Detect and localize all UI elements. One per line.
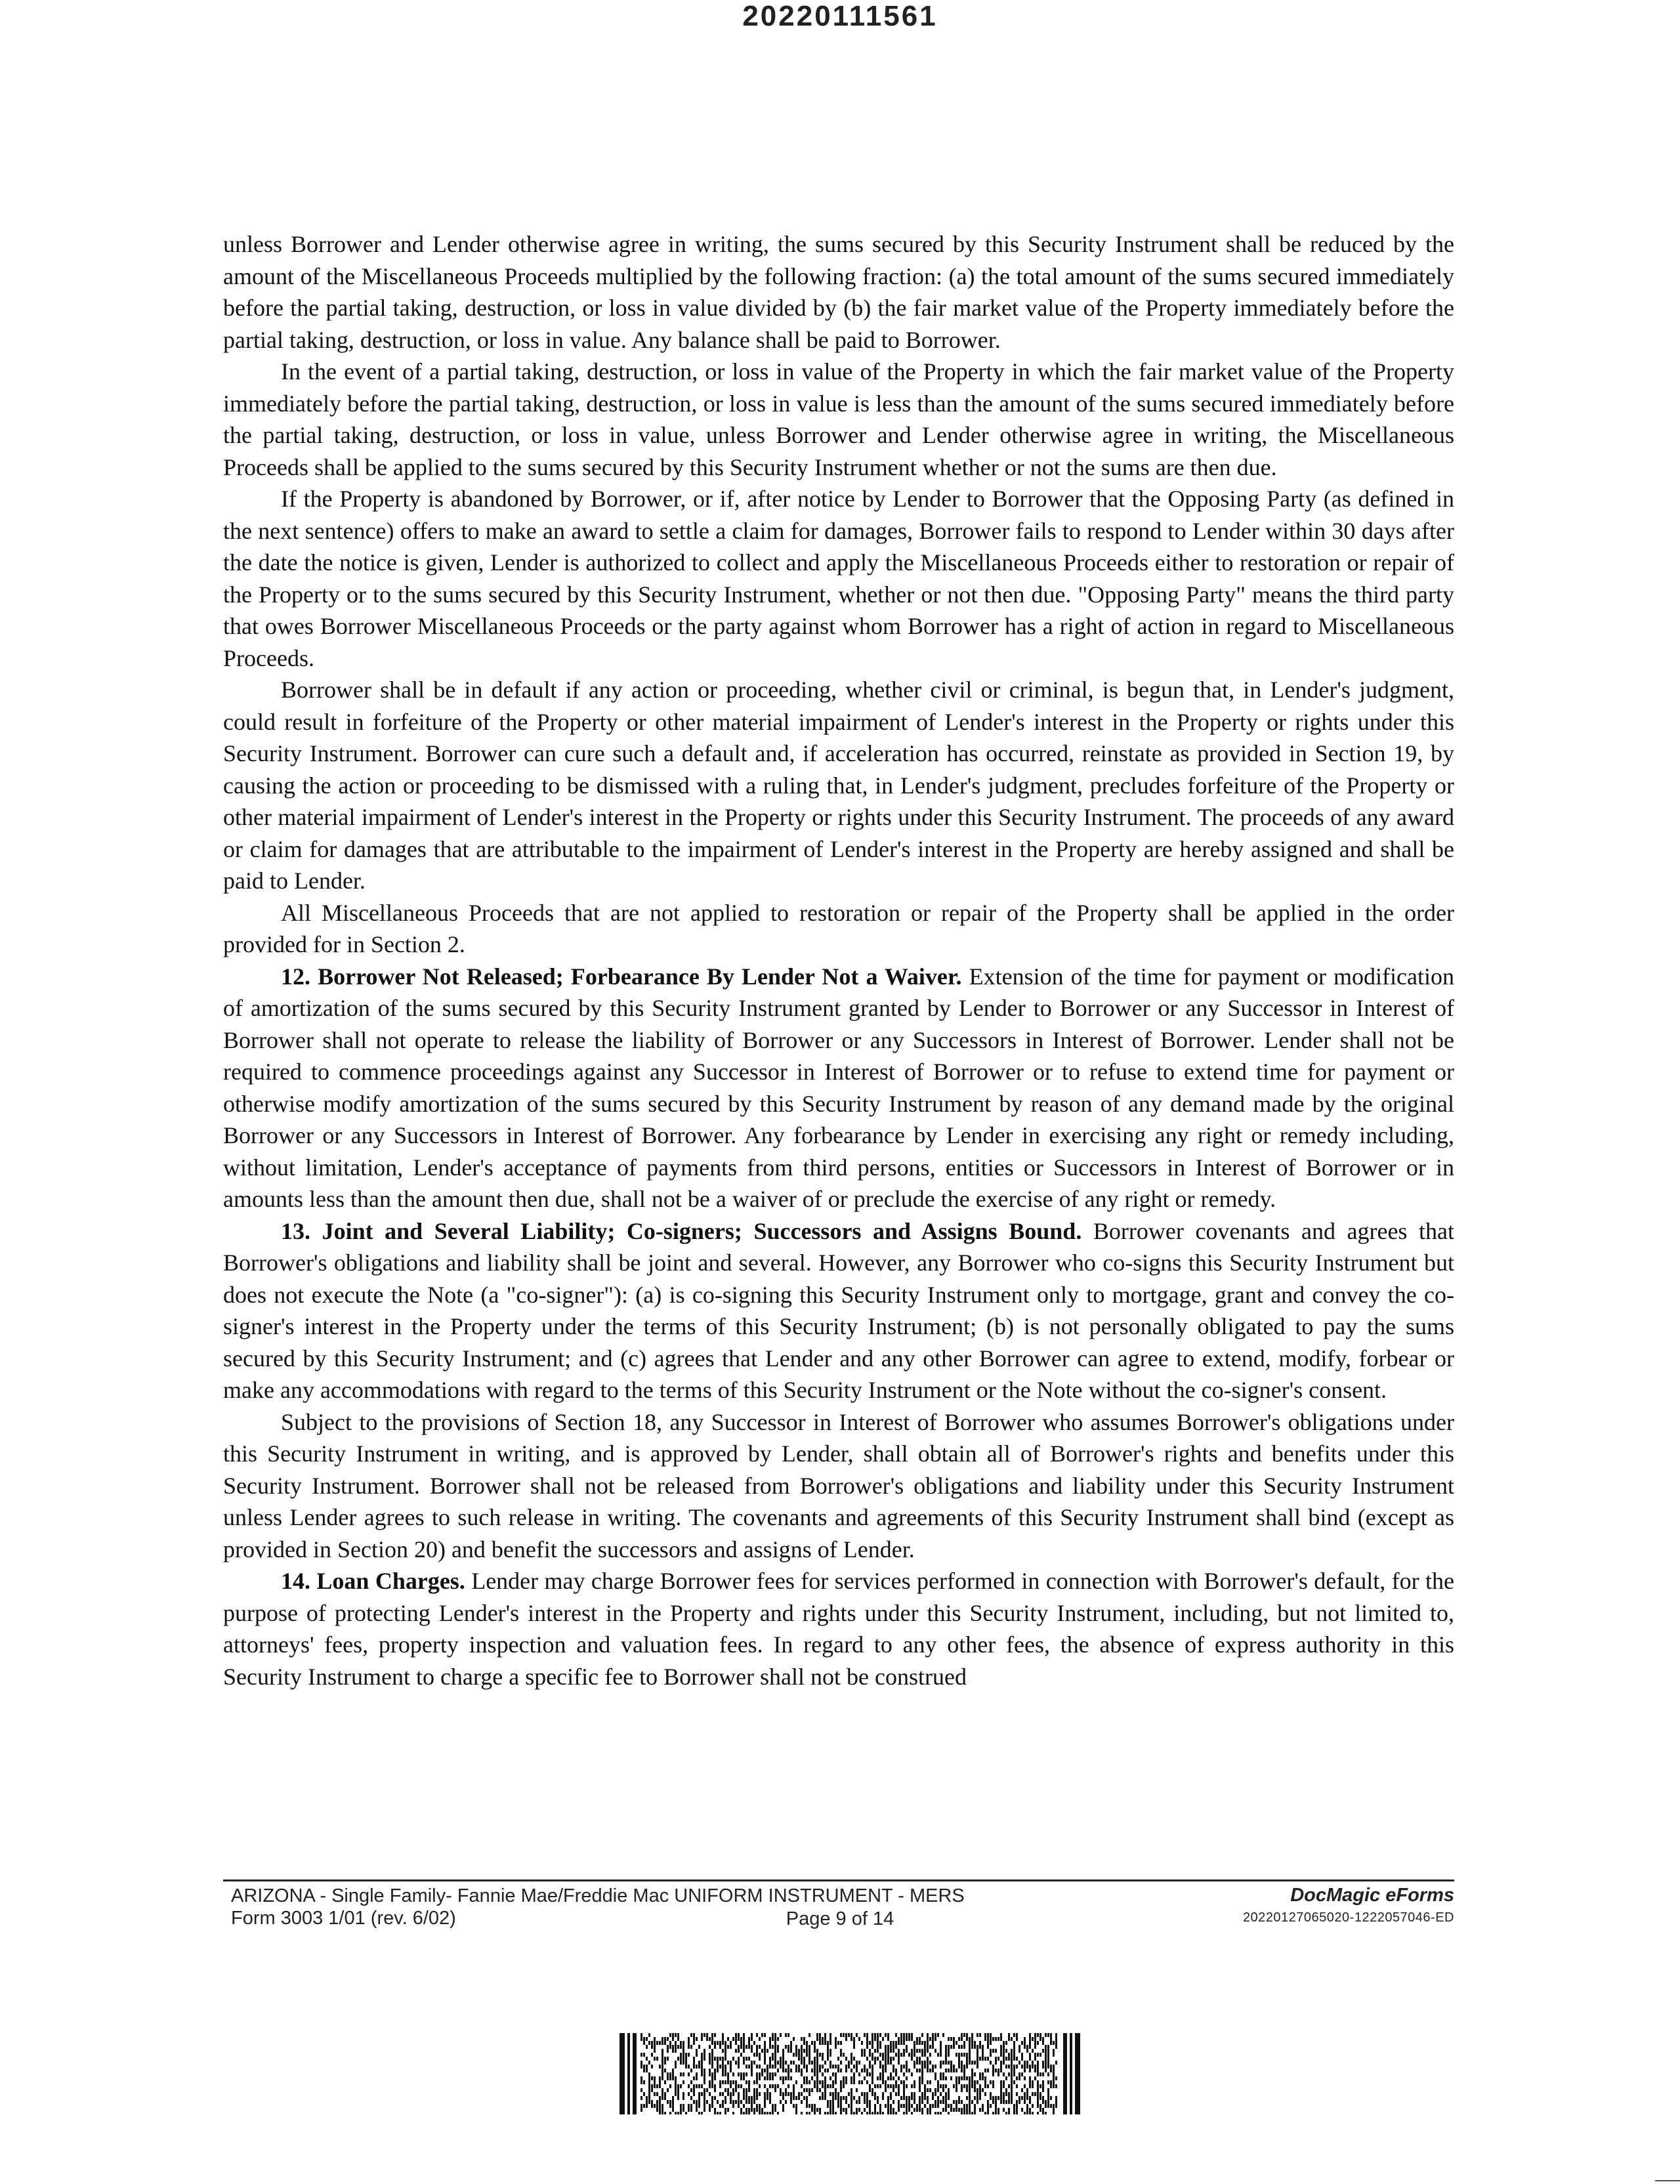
form-title: ARIZONA - Single Family- Fannie Mae/Freddie Mac UNIFORM INSTRUMENT - MERS [231,1885,965,1906]
paragraph: In the event of a partial taking, destruction, or loss in value of the Property in which the fair market value of the Property immediately before the partial taking, destruction, or loss in value is less than the amount of the sums secured immediately before the partial taking, destruction, or loss in value, unless Borrower and Lender otherwise agree in writing, the Miscellaneous Proceeds shall be applied to the sums secured by this Security Instrument whether or not the sums are then due. [223,358,1454,480]
form-number: Form 3003 1/01 (rev. 6/02) [231,1908,456,1929]
edge-mark [1655,2180,1680,2181]
paragraph: Borrower shall be in default if any action or proceeding, whether civil or criminal, is begun that, in Lender's judgment, could result in forfeiture of the Property or other material impairment of Lender's interest in the Property or rights under this Security Instrument. Borrower can cure such a default and, if acceleration has occurred, reinstate as provided in Section 19, by causing the action or proceeding to be dismissed with a ruling that, in Lender's judgment, precludes forfeiture of the Property or other material impairment of Lender's interest in the Property or rights under this Security Instrument. The proceeds of any award or claim for damages that are attributable to the impairment of Lender's interest in the Property are hereby assigned and shall be paid to Lender. [223,677,1454,894]
section-12 [223,961,1454,1215]
brand-logo: DocMagic eForms [1290,1885,1454,1906]
document-body [223,228,1454,1692]
footer-brand [1243,1885,1454,1925]
doc-code: 20220127065020-1222057046-ED [1242,1910,1454,1925]
paragraph: All Miscellaneous Proceeds that are not applied to restoration or repair of the Property shall be applied in the order provided for in Section 2. [223,899,1454,957]
section-13 [223,1215,1454,1406]
paragraph: unless Borrower and Lender otherwise agree in writing, the sums secured by this Security Instrument shall be reduced by the amount of the Miscellaneous Proceeds multiplied by the following fraction: (a) the total amount of the sums secured immediately before the partial taking, destruction, or loss in value divided by (b) the fair market value of the Property immediately before the partial taking, destruction, or loss in value. Any balance shall be paid to Borrower. [223,231,1454,353]
paragraph: If the Property is abandoned by Borrower, or if, after notice by Lender to Borrower that the Opposing Party (as defined in the next sentence) offers to make an award to settle a claim for damages, Borrower fails to respond to Lender within 30 days after the date the notice is given, Lender is authorized to collect and apply the Miscellaneous Proceeds either to restoration or repair of the Property or to the sums secured by this Security Instrument, whether or not then due. "Opposing Party" means the third party that owes Borrower Miscellaneous Proceeds or the party against whom Borrower has a right of action in regard to Miscellaneous Proceeds. [223,486,1454,671]
section-text: Borrower covenants and agrees that Borrower's obligations and liability shall be joint and several. However, any Borrower who co-signs this Security Instrument but does not execute the Note (a "co-signer"): (a) is co-signing this Security Instrument only to mortgage, grant and convey the co-signer's interest in the Property under the terms of this Security Instrument; (b) is not personally obligated to pay the sums secured by this Security Instrument; and (c) agrees that Lender and any other Borrower can agree to extend, modify, forbear or make any accommodations with regard to the terms of this Security Instrument or the Note without the co-signer's consent. [223,1217,1455,1403]
barcode-icon [620,2033,1080,2114]
section-text: Lender may charge Borrower fees for services performed in connection with Borrower's default, for the purpose of protecting Lender's interest in the Property and rights under this Security Instrument, including, but not limited to, attorneys' fees, property inspection and valuation fees. In regard to any other fees, the absence of express authority in this Security Instrument to charge a specific fee to Borrower shall not be construed [223,1568,1454,1690]
page-number: Page 9 of 14 [786,1908,894,1929]
document-number: 20220111561 [742,0,938,32]
section-text: Extension of the time for payment or modification of amortization of the sums secured by this Security Instrument granted by Lender to Borrower or any Successor in Interest of Borrower shall not operate to release the liability of Borrower or any Successors in Interest of Borrower. Lender shall not be required to commence proceedings against any Successor in Interest of Borrower or to refuse to extend time for payment or otherwise modify amortization of the sums secured by this Security Instrument by reason of any demand made by the original Borrower or any Successors in Interest of Borrower. Any forbearance by Lender in exercising any right or remedy including, without limitation, Lender's acceptance of payments from third persons, entities or Successors in Interest of Borrower or in amounts less than the amount then due, shall not be a waiver of or preclude the exercise of any right or remedy. [223,963,1454,1212]
section-14 [223,1565,1454,1692]
section-heading: 13. Joint and Several Liability; Co-signers; Successors and Assigns Bound. [281,1217,1082,1244]
section-heading: 12. Borrower Not Released; Forbearance By Lender Not a Waiver. [281,963,962,990]
paragraph: Subject to the provisions of Section 18, any Successor in Interest of Borrower who assumes Borrower's obligations under this Security Instrument in writing, and is approved by Lender, shall obtain all of Borrower's rights and benefits under this Security Instrument. Borrower shall not be released from Borrower's obligations and liability under this Security Instrument unless Lender agrees to such release in writing. The covenants and agreements of this Security Instrument shall bind (except as provided in Section 20) and benefit the successors and assigns of Lender. [223,1408,1454,1563]
section-heading: 14. Loan Charges. [281,1568,465,1594]
footer-rule [223,1880,1454,1881]
